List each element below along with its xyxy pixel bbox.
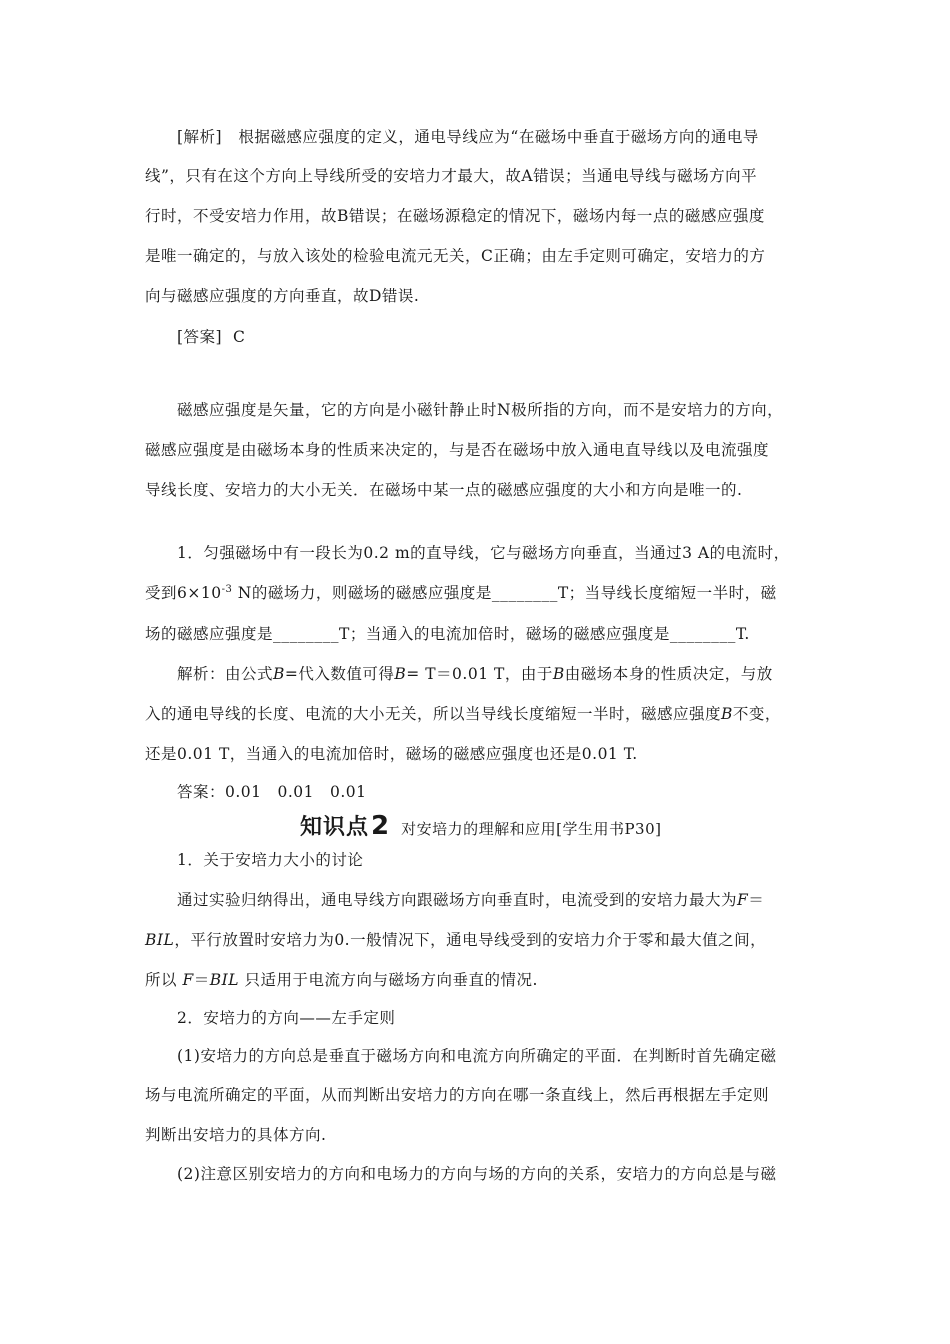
symbol-b: B [552,665,565,683]
exercise-line-2 [145,583,815,603]
answer-value: C [232,328,246,346]
exercise-line-3: 场的磁感应强度是________T；当通入的电流加倍时，磁场的磁感应强度是________T. [145,625,750,643]
analysis-line-4: 是唯一确定的，与放入该处的检验电流元无关，C正确；由左手定则可确定，安培力的方 [145,247,766,265]
symbol-bil: BIL [209,971,240,989]
section-1-heading: 1．关于安培力大小的讨论 [177,851,364,869]
solution-text: 不变， [732,705,781,723]
section-1-line-1 [177,890,847,910]
note-line-1: 磁感应强度是矢量，它的方向是小磁针静止时N极所指的方向，而不是安培力的方向， [177,401,784,419]
analysis-tag: [解析] [177,128,223,146]
analysis-line-1 [177,127,847,147]
analysis-line-5: 向与磁感应强度的方向垂直，故D错误. [145,287,420,305]
section-text: 所以 [145,971,178,989]
analysis-line-3: 行时，不受安培力作用，故B错误；在磁场源稳定的情况下，磁场内每一点的磁感应强度 [145,207,765,225]
solution-text: 入的通电导线的长度、电流的大小无关，所以当导线长度缩短一半时，磁感应强度 [145,705,722,723]
note-line-3: 导线长度、安培力的大小无关．在磁场中某一点的磁感应强度的大小和方向是唯一的. [145,481,743,499]
exercise-text: N的磁场力，则磁场的磁感应强度是________T；当导线长度缩短一半时，磁 [232,584,777,602]
symbol-bil: BIL [145,931,175,949]
section-2-p1-line-3: 判断出安培力的具体方向. [145,1126,327,1144]
answer-tag: [答案] [177,328,223,346]
section-2-p1-line-1: (1)安培力的方向总是垂直于磁场方向和电流方向所确定的平面．在判断时首先确定磁 [177,1047,777,1065]
knowledge-point-label: 知识点 [300,815,370,840]
solution-text: = T＝0.01 T，由于 [406,665,553,683]
exercise-answer: 答案：0.01 0.01 0.01 [177,783,367,801]
note-line-2: 磁感应强度是由磁场本身的性质来决定的，与是否在磁场中放入通电直导线以及电流强度 [145,441,770,459]
section-2-p1-line-2: 场与电流所确定的平面，从而判断出安培力的方向在哪一条直线上，然后再根据左手定则 [145,1086,770,1104]
analysis-text: 根据磁感应强度的定义，通电导线应为“在磁场中垂直于磁场方向的通电导 [238,128,759,146]
solution-line-2 [145,704,815,724]
knowledge-point-title: 对安培力的理解和应用[学生用书P30] [401,820,662,838]
exercise-line-1: 1．匀强磁场中有一段长为0.2 m的直导线，它与磁场方向垂直，当通过3 A的电流时， [177,544,790,562]
knowledge-point-heading [300,810,662,841]
section-2-p2-line-1: (2)注意区别安培力的方向和电场力的方向与场的方向的关系，安培力的方向总是与磁 [177,1165,777,1183]
answer-line [177,327,847,347]
section-text: ＝ [748,891,765,909]
symbol-b: B [721,705,733,723]
solution-text: 解析：由公式 [177,665,274,683]
section-1-line-2 [145,930,815,950]
exercise-text: 受到6×10 [145,584,222,602]
section-text: 通过实验归纳得出，通电导线方向跟磁场方向垂直时，电流受到的安培力最大为 [177,891,738,909]
symbol-b: B [273,665,285,683]
section-2-heading: 2．安培力的方向——左手定则 [177,1009,396,1027]
section-1-line-3 [145,970,815,990]
symbol-f: F [737,891,749,909]
section-text: ＝ [193,971,210,989]
solution-text: =代入数值可得 [284,665,395,683]
analysis-line-2: 线”，只有在这个方向上导线所受的安培力才最大，故A错误；当通电导线与磁场方向平 [145,167,758,185]
section-text: ，平行放置时安培力为0.一般情况下，通电导线受到的安培力介于零和最大值之间， [174,931,767,949]
solution-text: 由磁场本身的性质决定，与放 [564,665,773,683]
solution-line-1 [177,664,847,684]
exponent: -3 [221,583,233,595]
knowledge-point-number: 2 [371,811,390,841]
section-text: 只适用于电流方向与磁场方向垂直的情况. [244,971,538,989]
symbol-b: B [394,665,407,683]
solution-line-3: 还是0.01 T，当通入的电流加倍时，磁场的磁感应强度也还是0.01 T. [145,745,638,763]
symbol-f: F [182,971,194,989]
